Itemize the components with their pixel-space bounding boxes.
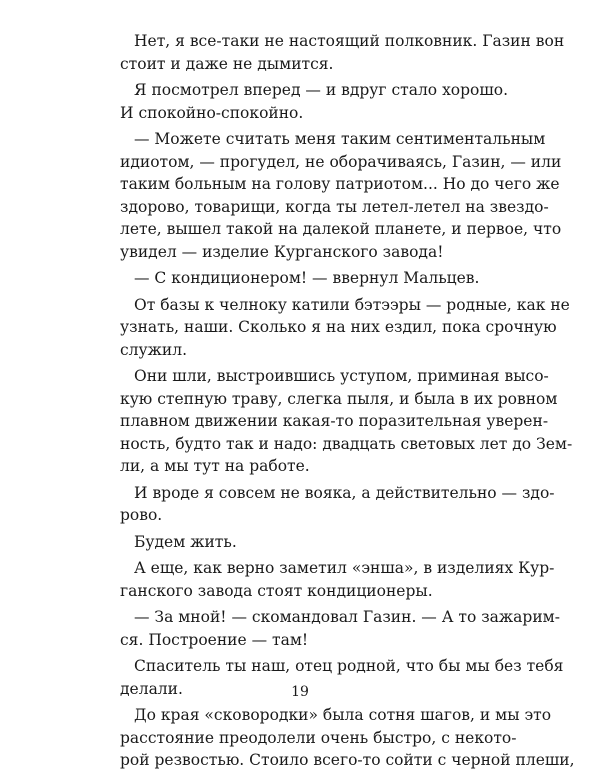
text-line: кую степную траву, слегка пыля, и была в их ровном	[120, 389, 558, 408]
paragraph	[120, 557, 555, 602]
text-line: лете, вышел такой на далекой планете, и первое, что	[120, 220, 562, 238]
text-line: И вроде я совсем не вояка, а действительно — здо-	[134, 483, 555, 502]
paragraph	[120, 30, 565, 75]
text-line: — Можете считать меня таким сентиментальным	[134, 130, 546, 148]
paragraph	[120, 365, 573, 478]
paragraph	[120, 704, 575, 772]
text-line: идиотом, — прогудел, не оборачиваясь, Газин, — или	[120, 152, 562, 171]
text-line: здорово, товарищи, когда ты летел-летел на звездо-	[120, 197, 549, 216]
text-line: От базы к челноку катили бэтээры — родные, как не	[134, 295, 570, 314]
text-line: рой резвостью. Стоило всего-то сойти с черной плеши,	[120, 751, 575, 769]
paragraph	[120, 294, 570, 362]
text-line: И спокойно-спокойно.	[120, 103, 304, 122]
paragraph	[120, 606, 560, 651]
text-line: Спаситель ты наш, отец родной, что бы мы без тебя	[134, 657, 564, 675]
text-line: ли, а мы тут на работе.	[120, 457, 310, 475]
text-line: увидел — изделие Курганского завода!	[120, 242, 444, 261]
text-line: делали.	[120, 679, 183, 698]
paragraph	[120, 531, 488, 554]
text-line: — С кондиционером! — ввернул Мальцев.	[134, 269, 480, 287]
text-line: Они шли, выстроившись уступом, приминая высо-	[134, 367, 549, 385]
body-text	[120, 30, 575, 776]
paragraph	[120, 482, 555, 527]
text-line: ся. Построение — там!	[120, 630, 309, 649]
text-line: узнать, наши. Сколько я на них ездил, пока срочную	[120, 318, 557, 336]
paragraph	[120, 267, 488, 290]
page-number: 19	[291, 684, 309, 700]
text-line: расстояние преодолели очень быстро, с некото-	[120, 728, 517, 747]
text-line: До края «сковородки» была сотня шагов, и мы это	[134, 706, 552, 724]
text-line: Будем жить.	[134, 532, 237, 551]
text-line: таким больным на голову патриотом... Но до чего же	[120, 175, 560, 193]
text-line: Нет, я все-таки не настоящий полковник. Газин вон	[134, 32, 565, 50]
text-line: служил.	[120, 340, 188, 359]
text-line: А еще, как верно заметил «энша», в изделиях Кур-	[134, 559, 555, 577]
text-line: плавном движении какая-то поразительная уверен-	[120, 412, 549, 430]
text-line: стоит и даже не дымится.	[120, 54, 334, 73]
paragraph	[120, 128, 562, 263]
text-line: — За мной! — скомандовал Газин. — А то зажарим-	[134, 608, 560, 626]
paragraph	[120, 79, 509, 124]
text-line: Я посмотрел вперед — и вдруг стало хорошо.	[134, 81, 509, 99]
text-line: ганского завода стоят кондиционеры.	[120, 581, 433, 600]
text-line: ность, будто так и надо: двадцать световых лет до Зем-	[120, 434, 573, 453]
text-line: рово.	[120, 506, 163, 524]
